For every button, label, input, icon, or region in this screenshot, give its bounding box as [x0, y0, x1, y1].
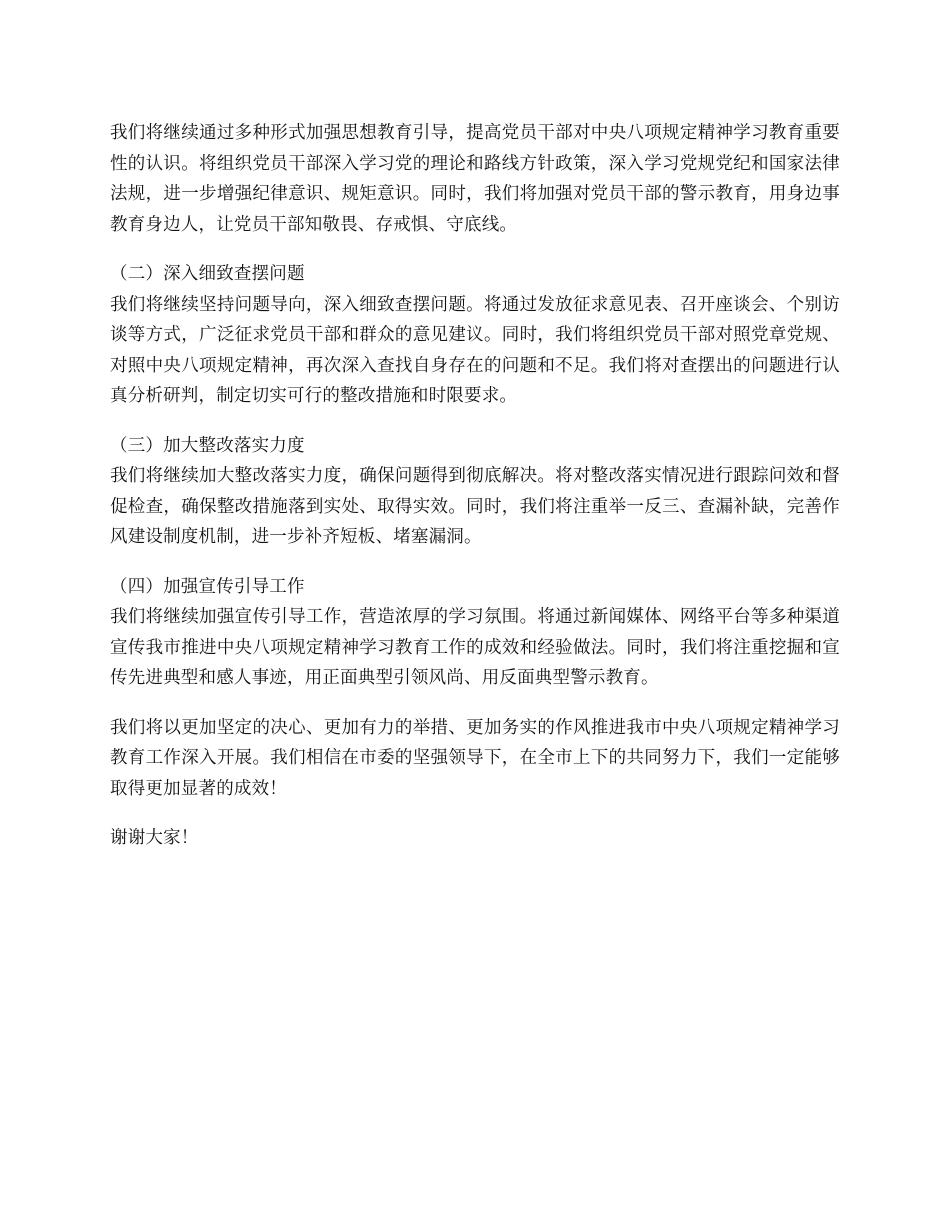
heading-section-four: （四）加强宣传引导工作	[110, 576, 305, 597]
heading-section-three: （三）加大整改落实力度	[110, 435, 305, 456]
document-body	[110, 118, 840, 855]
paragraph-problem-identification: 我们将继续坚持问题导向，深入细致查摆问题。将通过发放征求意见表、召开座谈会、个别访谈等方式，广泛征求党员干部和群众的意见建议。同时，我们将组织党员干部对照党章党规、对照中央八项规定精神，再次深入查找自身存在的问题和不足。我们将对查摆出的问题进行认真分析研判，制定切实可行的整改措施和时限要求。	[110, 294, 840, 406]
paragraph-closing-statement: 我们将以更加坚定的决心、更加有力的举措、更加务实的作风推进我市中央八项规定精神学习教育工作深入开展。我们相信在市委的坚强领导下，在全市上下的共同努力下，我们一定能够取得更加显著的成效！	[110, 717, 840, 799]
paragraph-publicity: 我们将继续加强宣传引导工作，营造浓厚的学习氛围。将通过新闻媒体、网络平台等多种渠道宣传我市推进中央八项规定精神学习教育工作的成效和经验做法。同时，我们将注重挖掘和宣传先进典型和感人事迹，用正面典型引领风尚、用反面典型警示教育。	[110, 607, 840, 688]
paragraph-rectification: 我们将继续加大整改落实力度，确保问题得到彻底解决。将对整改落实情况进行跟踪问效和督促检查，确保整改措施落到实处、取得实效。同时，我们将注重举一反三、查漏补缺，完善作风建设制度机制，进一步补齐短板、堵塞漏洞。	[110, 466, 840, 547]
page-bottom-spacer	[110, 854, 840, 855]
heading-section-two: （二）深入细致查摆问题	[110, 264, 305, 284]
paragraph-thanks: 谢谢大家！	[110, 828, 199, 848]
paragraph-thought-education: 我们将继续通过多种形式加强思想教育引导，提高党员干部对中央八项规定精神学习教育重要性的认识。将组织党员干部深入学习党的理论和路线方针政策，深入学习党规党纪和国家法律法规，进一步增强纪律意识、规矩意识。同时，我们将加强对党员干部的警示教育，用身边事教育身边人，让党员干部知敬畏、存戒惧、守底线。	[110, 123, 840, 235]
